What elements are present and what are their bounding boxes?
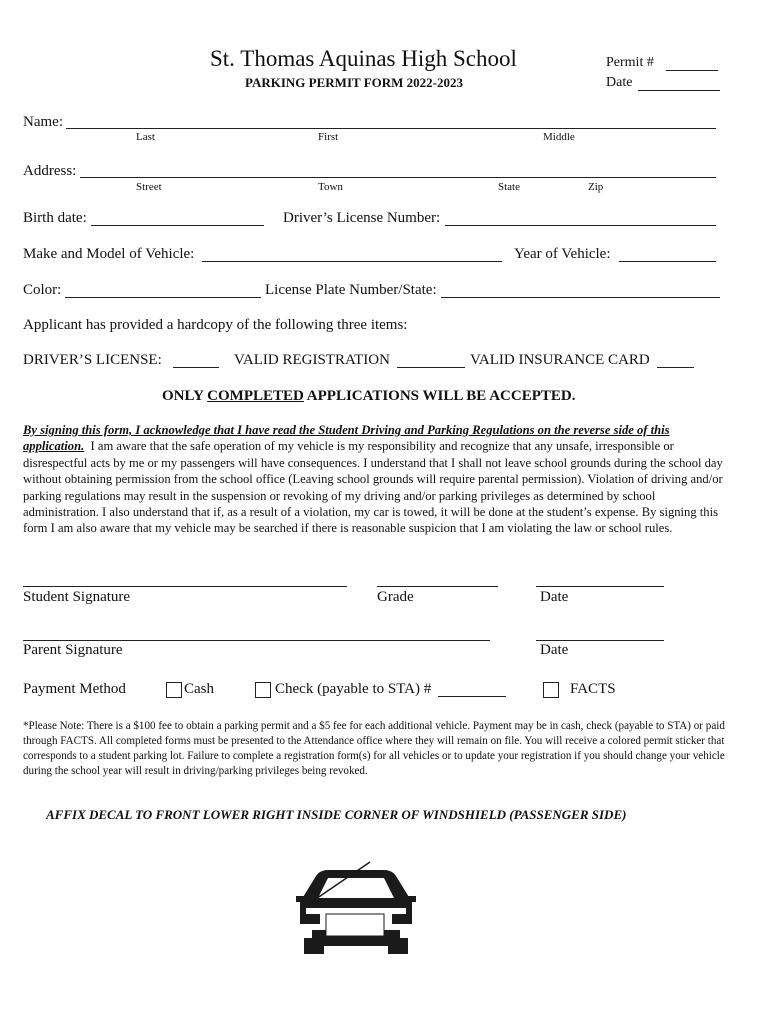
license-number-field[interactable] bbox=[445, 225, 716, 226]
facts-checkbox[interactable] bbox=[543, 682, 559, 698]
permit-label: Permit # bbox=[606, 55, 654, 70]
address-label: Address: bbox=[23, 163, 77, 179]
facts-label: FACTS bbox=[570, 681, 616, 697]
agreement-lead: By signing this form, I acknowledge that I have read the Student Driving and Parking Regulations on the reverse side of this application. bbox=[23, 423, 670, 454]
birth-date-field[interactable] bbox=[91, 225, 264, 226]
car-right-headlight bbox=[392, 914, 406, 924]
name-sub-last: Last bbox=[136, 131, 155, 143]
make-model-field[interactable] bbox=[202, 261, 502, 262]
parent-date-label: Date bbox=[540, 642, 569, 658]
name-sub-first: First bbox=[318, 131, 339, 143]
check-number-field[interactable] bbox=[438, 696, 506, 697]
agreement-paragraph bbox=[23, 422, 723, 537]
payment-method-label: Payment Method bbox=[23, 681, 126, 697]
cash-checkbox[interactable] bbox=[166, 682, 182, 698]
items-intro: Applicant has provided a hardcopy of the following three items: bbox=[23, 317, 408, 333]
agreement-body: I am aware that the safe operation of my vehicle is my responsibility and recognize that any unsafe, irresponsible or disrespectful acts by me or my passengers will have consequences. I understand that I shall not leave school grounds during the school day without obtaining permission from the school office (Leaving school grounds will require parental permission). Violation of driving and/or parking regulations may result in the suspension or revoking of my driving and/or parking privileges as determined by school administration. I also understand that if, as a result of a violation, my car is towed, it will be done at the student’s expense. By signing this form I am also aware that my vehicle may be searched if there is reasonable suspicion that I am violating the law or school rules. bbox=[23, 439, 723, 536]
notice-suffix: APPLICATIONS WILL BE ACCEPTED. bbox=[306, 388, 576, 404]
drivers-license-label: DRIVER’S LICENSE: bbox=[23, 352, 162, 368]
car-right-wheel bbox=[388, 938, 408, 954]
car-right-mirror bbox=[402, 896, 416, 902]
drivers-license-field[interactable] bbox=[173, 367, 219, 368]
parent-signature-line[interactable] bbox=[23, 640, 490, 641]
color-field[interactable] bbox=[65, 297, 261, 298]
decal-instruction: AFFIX DECAL TO FRONT LOWER RIGHT INSIDE CORNER OF WINDSHIELD (PASSENGER SIDE) bbox=[46, 807, 627, 822]
name-label: Name: bbox=[23, 114, 63, 130]
date-label: Date bbox=[606, 75, 633, 90]
form-title: PARKING PERMIT FORM 2022-2023 bbox=[245, 75, 463, 90]
year-field[interactable] bbox=[619, 261, 716, 262]
address-sub-state: State bbox=[498, 181, 520, 193]
registration-label: VALID REGISTRATION bbox=[234, 352, 390, 368]
parent-date-line[interactable] bbox=[536, 640, 664, 641]
student-signature-line[interactable] bbox=[23, 586, 347, 587]
school-name: St. Thomas Aquinas High School bbox=[210, 46, 517, 71]
insurance-label: VALID INSURANCE CARD bbox=[470, 352, 650, 368]
grade-label: Grade bbox=[377, 589, 414, 605]
birth-date-label: Birth date: bbox=[23, 210, 87, 226]
grade-line[interactable] bbox=[377, 586, 498, 587]
check-label: Check (payable to STA) # bbox=[275, 681, 432, 697]
permit-number-field[interactable] bbox=[666, 70, 718, 71]
plate-field[interactable] bbox=[441, 297, 720, 298]
car-left-wheel bbox=[304, 938, 324, 954]
header-date-field[interactable] bbox=[638, 90, 720, 91]
plate-label: License Plate Number/State: bbox=[265, 282, 437, 298]
notice-emphasis: COMPLETED bbox=[207, 388, 304, 404]
cash-label: Cash bbox=[184, 681, 214, 697]
name-sub-middle: Middle bbox=[543, 131, 575, 143]
student-signature-label: Student Signature bbox=[23, 589, 131, 605]
car-left-mirror bbox=[296, 896, 310, 902]
address-sub-town: Town bbox=[318, 181, 343, 193]
insurance-field[interactable] bbox=[657, 367, 694, 368]
check-checkbox[interactable] bbox=[255, 682, 271, 698]
address-sub-street: Street bbox=[136, 181, 162, 193]
parent-signature-label: Parent Signature bbox=[23, 642, 123, 658]
license-number-label: Driver’s License Number: bbox=[283, 210, 441, 226]
address-field[interactable] bbox=[80, 177, 716, 178]
student-date-label: Date bbox=[540, 589, 569, 605]
address-sub-zip: Zip bbox=[588, 181, 604, 193]
notice-prefix: ONLY bbox=[162, 388, 204, 404]
car-windshield bbox=[318, 878, 394, 898]
student-date-line[interactable] bbox=[536, 586, 664, 587]
car-license-plate bbox=[326, 914, 384, 936]
make-model-label: Make and Model of Vehicle: bbox=[23, 246, 195, 262]
car-illustration bbox=[296, 858, 416, 956]
color-label: Color: bbox=[23, 282, 62, 298]
name-field[interactable] bbox=[66, 128, 716, 129]
registration-field[interactable] bbox=[397, 367, 465, 368]
completed-notice bbox=[162, 388, 575, 405]
year-label: Year of Vehicle: bbox=[514, 246, 611, 262]
fee-footnote: *Please Note: There is a $100 fee to obtain a parking permit and a $5 fee for each additional vehicle. Payment may be in cash, check (payable to STA) or paid through FACTS. All completed forms must be presented to the Attendance office where they will remain on file. You will receive a colored permit sticker that corresponds to a student parking lot. Failure to complete a registration form(s) for all vehicles or to update your registration if you should change your vehicle during the school year will result in driving/parking privileges being revoked. bbox=[23, 720, 725, 777]
car-left-headlight bbox=[306, 914, 320, 924]
